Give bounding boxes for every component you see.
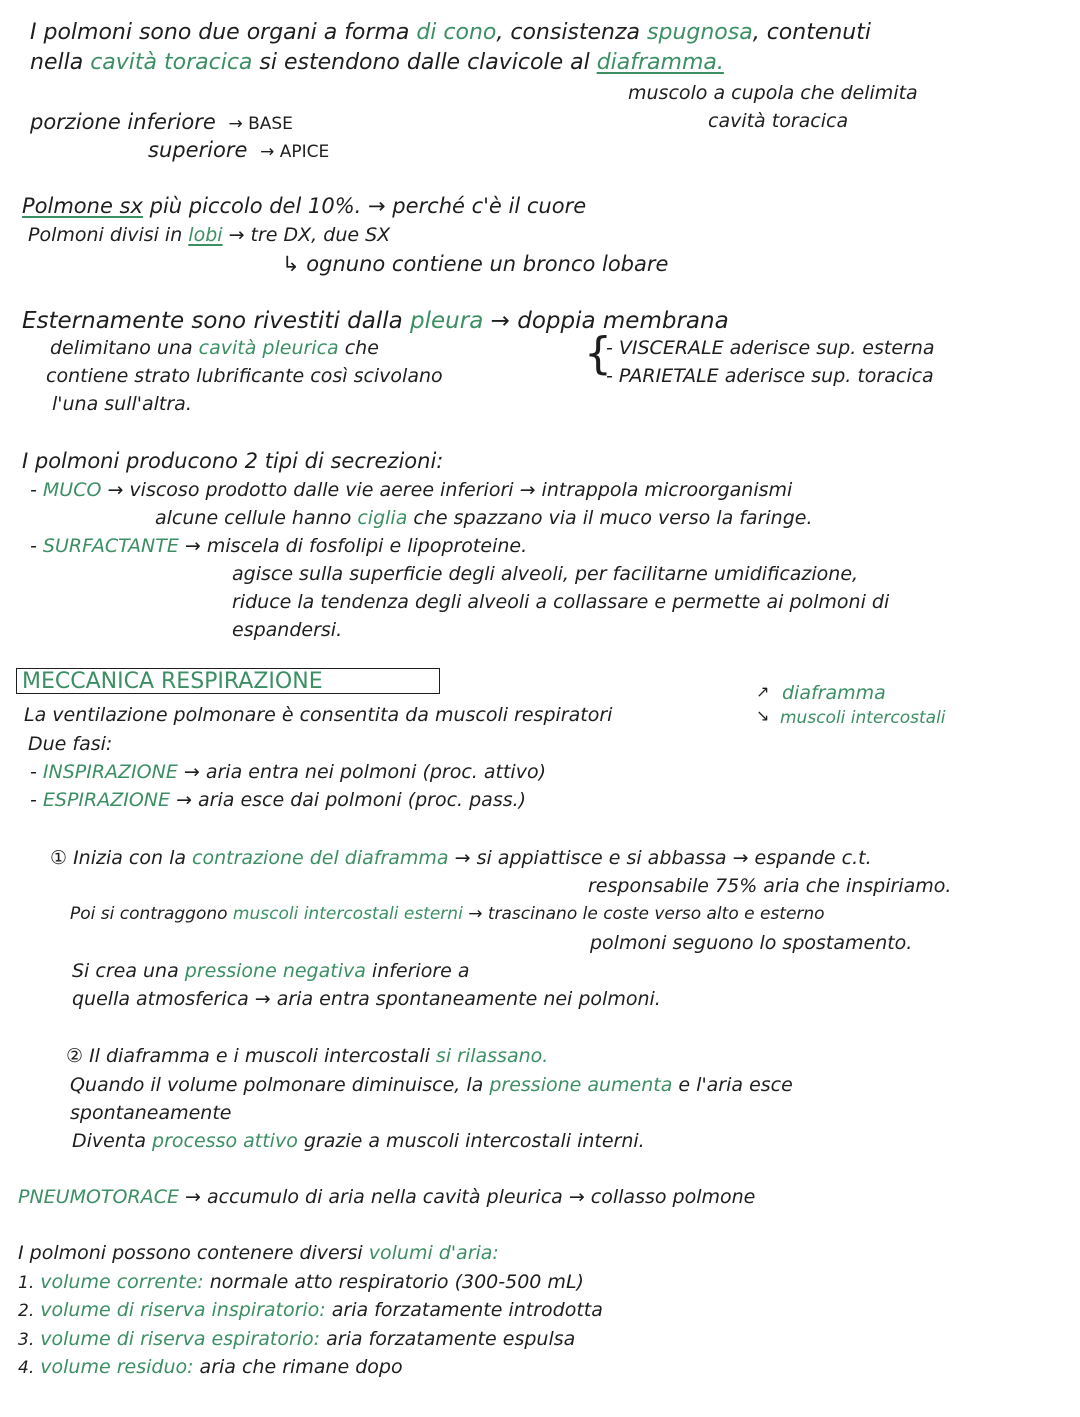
pleura-visceral: - VISCERALE aderisce sup. esterna [606,337,935,359]
volume-item: 1. volume corrente: normale atto respiratorio (300-500 mL) [18,1271,584,1293]
term-pleura: pleura [410,308,484,334]
term-relax: si rilassano. [435,1045,549,1067]
volume-label: volume corrente: [40,1271,204,1293]
term-pleural-cavity: cavità pleurica [198,337,339,359]
volume-item: 4. volume residuo: aria che rimane dopo [18,1356,403,1378]
step1-line-5: Si crea una pressione negativa inferiore a [72,960,470,982]
section-title: MECCANICA RESPIRAZIONE [22,669,323,694]
pleura-line-3: contiene strato lubrificante così scivolano [46,365,443,387]
step1-line-2: responsabile 75% aria che inspiriamo. [588,875,952,897]
term-spongy: spugnosa [647,20,753,45]
lobes-line-2: Polmoni divisi in lobi → tre DX, due SX [28,224,391,246]
portion-upper: superiore → APICE [148,138,330,162]
step1-line-6: quella atmosferica → aria entra spontaneamente nei polmoni. [72,988,661,1010]
volume-item: 2. volume di riserva inspiratorio: aria forzatamente introdotta [18,1299,603,1321]
step2-line-2: Quando il volume polmonare diminuisce, la pressione aumenta e l'aria esce [70,1074,793,1096]
volume-item: 3. volume di riserva espiratorio: aria forzatamente espulsa [18,1328,576,1350]
mechanics-line-1: La ventilazione polmonare è consentita da muscoli respiratori [24,704,613,726]
intro-line-2: nella cavità toracica si estendono dalle clavicole al diaframma. [30,50,724,75]
secretions-intro: I polmoni producono 2 tipi di secrezioni: [22,449,444,473]
surfactant-line-4: espandersi. [232,619,343,641]
term-lobes: lobi [188,224,223,246]
mucus-label: MUCO [42,479,102,501]
diaphragm-note-1: muscolo a cupola che delimita [628,82,918,104]
term-diaphragm-contraction: contrazione del diaframma [192,847,449,869]
step2-line-3: spontaneamente [70,1102,232,1124]
diaphragm-note-2: cavità toracica [708,110,849,132]
step1-line-4: polmoni seguono lo spostamento. [590,932,913,954]
pleura-line-1: Esternamente sono rivestiti dalla pleura → doppia membrana [22,308,729,334]
pneumothorax-line: PNEUMOTORACE → accumulo di aria nella cavità pleurica → collasso polmone [18,1186,756,1208]
pleura-line-2: delimitano una cavità pleurica che [50,337,379,359]
term-active-process: processo attivo [152,1130,298,1152]
mucus-line-1: - MUCO → viscoso prodotto dalle vie aeree inferiori → intrappola microorganismi [30,479,793,501]
surfactant-label: SURFACTANTE [42,535,179,557]
term-cone: di cono [416,20,497,45]
step1-line-3: Poi si contraggono muscoli intercostali esterni → trascinano le coste verso alto e esterno [70,904,825,924]
step1-line-1: ① Inizia con la contrazione del diaframma → si appiattisce e si abbassa → espande c.t. [50,847,872,869]
step2-line-1: ② Il diaframma e i muscoli intercostali si rilassano. [66,1045,549,1067]
pleura-line-4: l'una sull'altra. [52,393,192,415]
mucus-line-2: alcune cellule hanno ciglia che spazzano via il muco verso la faringe. [155,507,813,529]
volume-label: volume di riserva inspiratorio: [40,1299,326,1321]
volume-label: volume di riserva espiratorio: [40,1328,321,1350]
expiration-label: ESPIRAZIONE [42,789,171,811]
inspiration-line: - INSPIRAZIONE → aria entra nei polmoni (proc. attivo) [30,761,546,783]
branch-arrow-down: ↘ [756,706,770,725]
volume-label: volume residuo: [40,1356,194,1378]
branch-intercostal: muscoli intercostali [780,708,946,728]
term-cilia: ciglia [357,507,408,529]
expiration-line: - ESPIRAZIONE → aria esce dai polmoni (proc. pass.) [30,789,527,811]
pleura-parietal: - PARIETALE aderisce sup. toracica [606,365,934,387]
lobes-line-3: ↳ ognuno contiene un bronco lobare [282,252,669,276]
term-pressure-increase: pressione aumenta [489,1074,673,1096]
portion-lower: porzione inferiore → BASE [30,110,293,134]
volumes-intro: I polmoni possono contenere diversi volumi d'aria: [18,1242,499,1264]
phases-label: Due fasi: [28,733,113,755]
term-thoracic-cavity: cavità toracica [90,50,253,75]
term-negative-pressure: pressione negativa [184,960,366,982]
term-air-volumes: volumi d'aria: [368,1242,499,1264]
step2-line-4: Diventa processo attivo grazie a muscoli intercostali interni. [72,1130,645,1152]
inspiration-label: INSPIRAZIONE [42,761,178,783]
surfactant-line-2: agisce sulla superficie degli alveoli, per facilitarne umidificazione, [232,563,859,585]
term-external-intercostal: muscoli intercostali esterni [232,904,463,924]
pneumothorax-label: PNEUMOTORACE [18,1186,179,1208]
intro-line-1: I polmoni sono due organi a forma di cono, consistenza spugnosa, contenuti [30,20,871,45]
surfactant-line-3: riduce la tendenza degli alveoli a collassare e permette ai polmoni di [232,591,890,613]
branch-arrow-up: ↗ [756,682,770,701]
surfactant-line-1: - SURFACTANTE → miscela di fosfolipi e lipoproteine. [30,535,528,557]
branch-diaphragm: diaframma [782,682,886,704]
lobes-line-1: Polmone sx più piccolo del 10%. → perché c'è il cuore [22,194,587,218]
pleura-brace: { [584,328,612,379]
left-lung-label: Polmone sx [22,194,143,218]
term-diaphragm: diaframma. [596,50,724,75]
